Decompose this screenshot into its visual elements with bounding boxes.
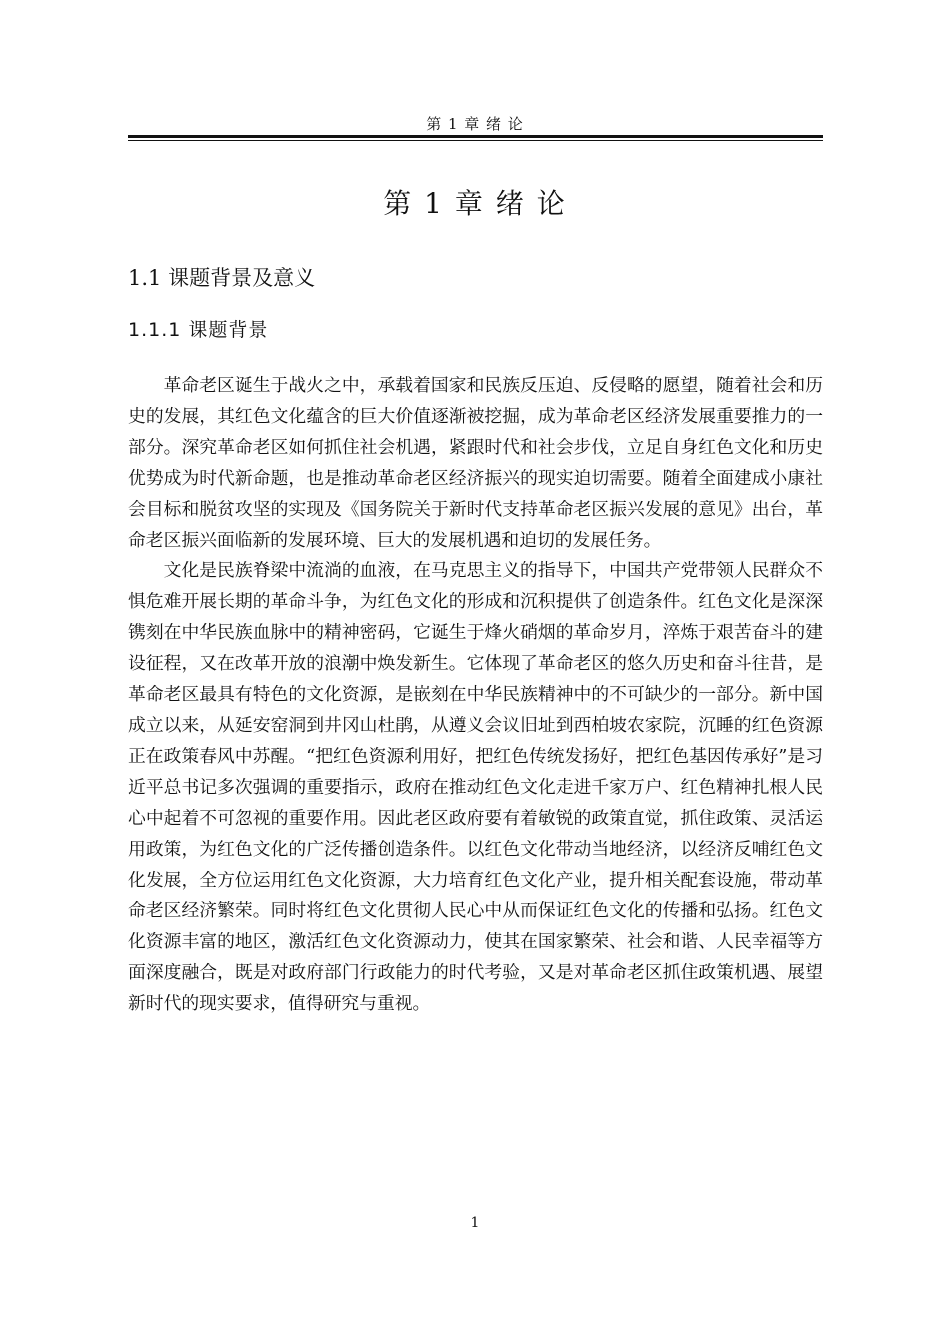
header-rule-thick — [128, 135, 823, 138]
body-text — [128, 371, 823, 1020]
paragraph-2: 文化是民族脊梁中流淌的血液，在马克思主义的指导下，中国共产党带领人民群众不惧危难开展长期的革命斗争，为红色文化的形成和沉积提供了创造条件。红色文化是深深镌刻在中华民族血脉中的精神密码，它诞生于烽火硝烟的革命岁月，淬炼于艰苦奋斗的建设征程，又在改革开放的浪潮中焕发新生。它体现了革命老区的悠久历史和奋斗往昔，是革命老区最具有特色的文化资源，是嵌刻在中华民族精神中的不可缺少的一部分。新中国成立以来，从延安窑洞到井冈山杜鹃，从遵义会议旧址到西柏坡农家院，沉睡的红色资源正在政策春风中苏醒。“把红色资源利用好，把红色传统发扬好，把红色基因传承好”是习近平总书记多次强调的重要指示，政府在推动红色文化走进千家万户、红色精神扎根人民心中起着不可忽视的重要作用。因此老区政府要有着敏锐的政策直觉，抓住政策、灵活运用政策，为红色文化的广泛传播创造条件。以红色文化带动当地经济，以经济反哺红色文化发展，全方位运用红色文化资源，大力培育红色文化产业，提升相关配套设施，带动革命老区经济繁荣。同时将红色文化贯彻人民心中从而保证红色文化的传播和弘扬。红色文化资源丰富的地区，激活红色文化资源动力，使其在国家繁荣、社会和谐、人民幸福等方面深度融合，既是对政府部门行政能力的时代考验，又是对革命老区抓住政策机遇、展望新时代的现实要求，值得研究与重视。 — [128, 560, 823, 1015]
section-title: 1.1 课题背景及意义 — [128, 266, 316, 290]
running-header: 第 1 章 绪 论 — [426, 115, 524, 133]
paragraph-1: 革命老区诞生于战火之中，承载着国家和民族反压迫、反侵略的愿望，随着社会和历史的发展，其红色文化蕴含的巨大价值逐渐被挖掘，成为革命老区经济发展重要推力的一部分。深究革命老区如何抓住社会机遇，紧跟时代和社会步伐，立足自身红色文化和历史优势成为时代新命题，也是推动革命老区经济振兴的现实迫切需要。随着全面建成小康社会目标和脱贫攻坚的实现及《国务院关于新时代支持革命老区振兴发展的意见》出台，革命老区振兴面临新的发展环境、巨大的发展机遇和迫切的发展任务。 — [128, 375, 823, 551]
subsection-title: 1.1.1 课题背景 — [128, 319, 269, 341]
page-number: 1 — [470, 1215, 480, 1231]
chapter-title: 第 1 章 绪 论 — [383, 187, 567, 220]
header-rule-thin — [128, 140, 823, 141]
